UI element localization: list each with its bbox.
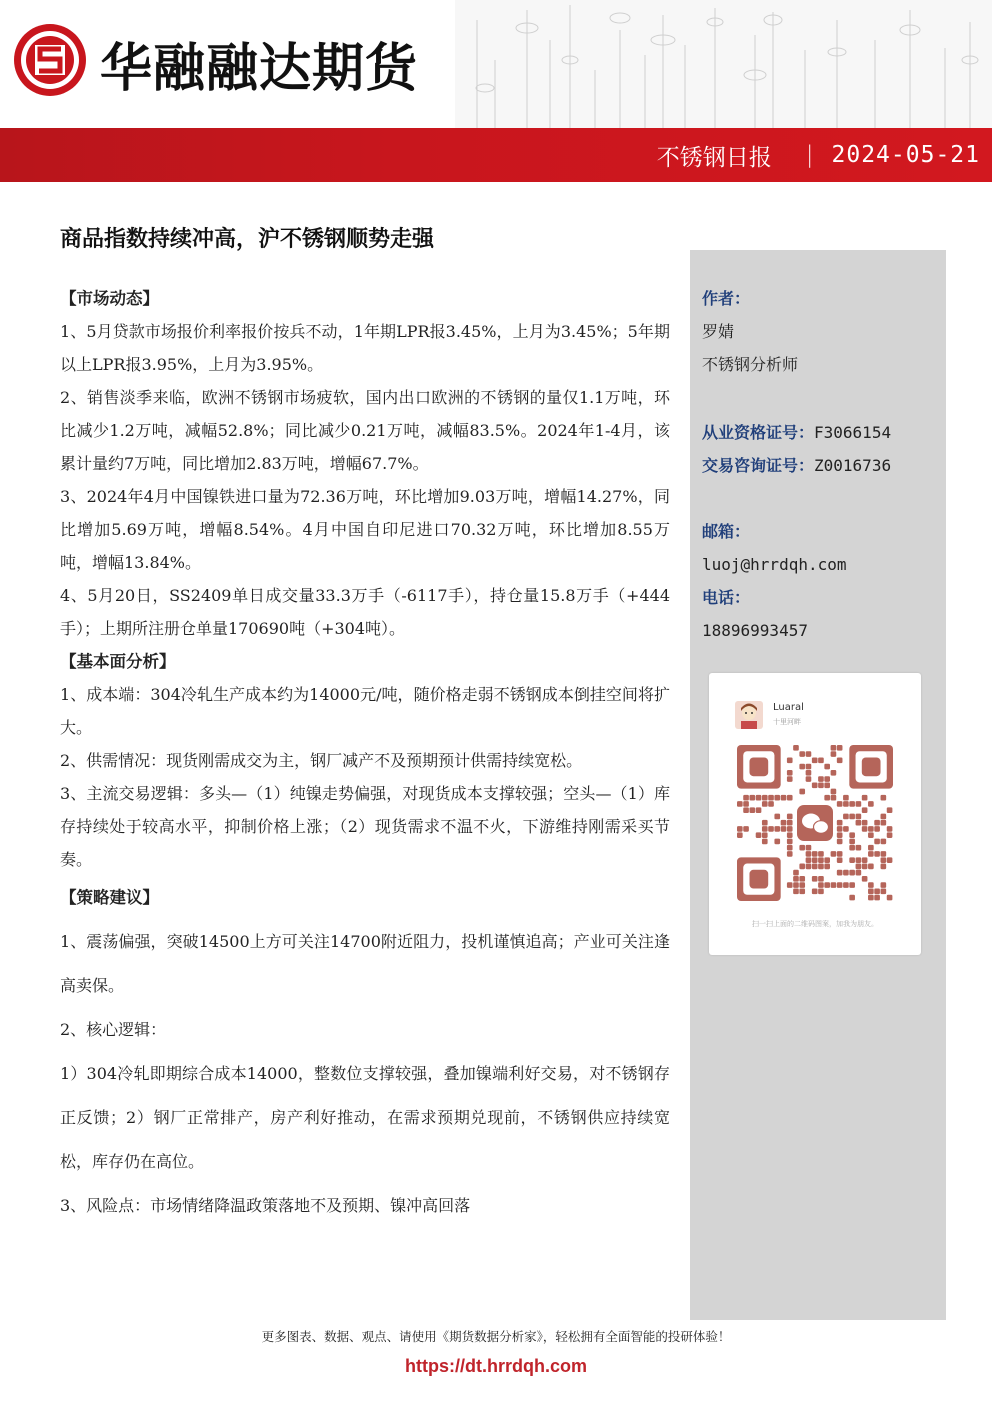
fundamental-item-3: 3、主流交易逻辑：多头—（1）纯镍走势偏强，对现货成本支撑较强；空头—（1）库存持续处于较高水平，抑制价格上涨；（2）现货需求不温不火，下游维持刚需采买节奏。 bbox=[60, 784, 670, 869]
email-address[interactable]: luoj@hrrdqh.com bbox=[702, 555, 847, 574]
qr-profile-name: Luaral bbox=[773, 702, 804, 713]
phone-label: 电话： bbox=[702, 588, 751, 607]
author-title: 不锈钢分析师 bbox=[702, 355, 799, 374]
decorative-lines-graphic bbox=[455, 0, 992, 130]
consult-number: Z0016736 bbox=[814, 456, 892, 475]
cert-label: 从业资格证号： bbox=[702, 423, 815, 442]
report-body bbox=[60, 282, 670, 1228]
banner-separator: | bbox=[805, 142, 814, 168]
author-name: 罗婧 bbox=[702, 322, 735, 341]
section-title-fundamental: 【基本面分析】 bbox=[60, 652, 176, 671]
report-banner bbox=[0, 128, 992, 182]
avatar bbox=[735, 701, 763, 729]
fundamental-item-1: 1、成本端：304冷轧生产成本约为14000元/吨，随价格走弱不锈钢成本倒挂空间将扩大。 bbox=[60, 685, 670, 737]
fundamental-item-2: 2、供需情况：现货刚需成交为主，钢厂减产不及预期预计供需持续宽松。 bbox=[60, 751, 583, 770]
footer-promo: 更多图表、数据、观点、请使用《期货数据分析家》，轻松拥有全面智能的投研体验！ bbox=[261, 1329, 731, 1344]
section-title-strategy: 【策略建议】 bbox=[60, 888, 159, 907]
strategy-item-1: 1、震荡偏强，突破14500上方可关注14700附近阻力，投机谨慎追高；产业可关注逢高卖保。 bbox=[60, 932, 670, 995]
email-label: 邮箱： bbox=[702, 522, 751, 541]
qr-caption: 扫一扫上面的二维码图案，加我为朋友。 bbox=[752, 920, 878, 928]
company-name: 华融融达期货 bbox=[100, 39, 419, 99]
cert-number: F3066154 bbox=[814, 423, 892, 442]
report-headline: 商品指数持续冲高，沪不锈钢顺势走强 bbox=[60, 227, 435, 252]
section-title-market: 【市场动态】 bbox=[60, 289, 159, 308]
company-logo-icon bbox=[12, 22, 88, 98]
strategy-item-3: 1）304冷轧即期综合成本14000，整数位支撑较强，叠加镍端利好交易，对不锈钢存正反馈；2）钢厂正常排产，房产利好推动，在需求预期兑现前，不锈钢供应持续宽松，库存仍在高位。 bbox=[60, 1064, 670, 1171]
wechat-qr-card bbox=[709, 673, 921, 955]
report-header bbox=[0, 0, 992, 130]
market-item-3: 3、2024年4月中国镍铁进口量为72.36万吨，环比增加9.03万吨，增幅14.27%，同比增加5.69万吨，增幅8.54%。4月中国自印尼进口70.32万吨，环比增加8.55万吨，增幅13.84%。 bbox=[60, 487, 670, 572]
market-item-2: 2、销售淡季来临，欧洲不锈钢市场疲软，国内出口欧洲的不锈钢的量仅1.1万吨，环比减少1.2万吨，减幅52.8%；同比减少0.21万吨，减幅83.5%。2024年1-4月，该累计量约7万吨，同比增加2.83万吨，增幅67.7%。 bbox=[60, 388, 670, 473]
strategy-item-2: 2、核心逻辑： bbox=[60, 1020, 167, 1039]
qr-code-icon[interactable] bbox=[737, 745, 893, 901]
qr-profile-subtitle: 十里河畔 bbox=[773, 718, 801, 726]
consult-label: 交易咨询证号： bbox=[702, 456, 815, 475]
footer-link[interactable]: https://dt.hrrdqh.com bbox=[405, 1356, 587, 1376]
report-type: 不锈钢日报 bbox=[656, 144, 772, 171]
market-item-1: 1、5月贷款市场报价利率报价按兵不动，1年期LPR报3.45%，上月为3.45%；5年期以上LPR报3.95%，上月为3.95%。 bbox=[60, 322, 670, 374]
author-sidebar bbox=[690, 250, 946, 1320]
author-label: 作者： bbox=[702, 289, 751, 308]
market-item-4: 4、5月20日，SS2409单日成交量33.3万手（-6117手），持仓量15.8万手（+444手）；上期所注册仓单量170690吨（+304吨）。 bbox=[60, 586, 670, 638]
report-date: 2024-05-21 bbox=[831, 142, 980, 168]
phone-number: 18896993457 bbox=[702, 621, 808, 640]
strategy-item-4: 3、风险点：市场情绪降温政策落地不及预期、镍冲高回落 bbox=[60, 1196, 471, 1215]
